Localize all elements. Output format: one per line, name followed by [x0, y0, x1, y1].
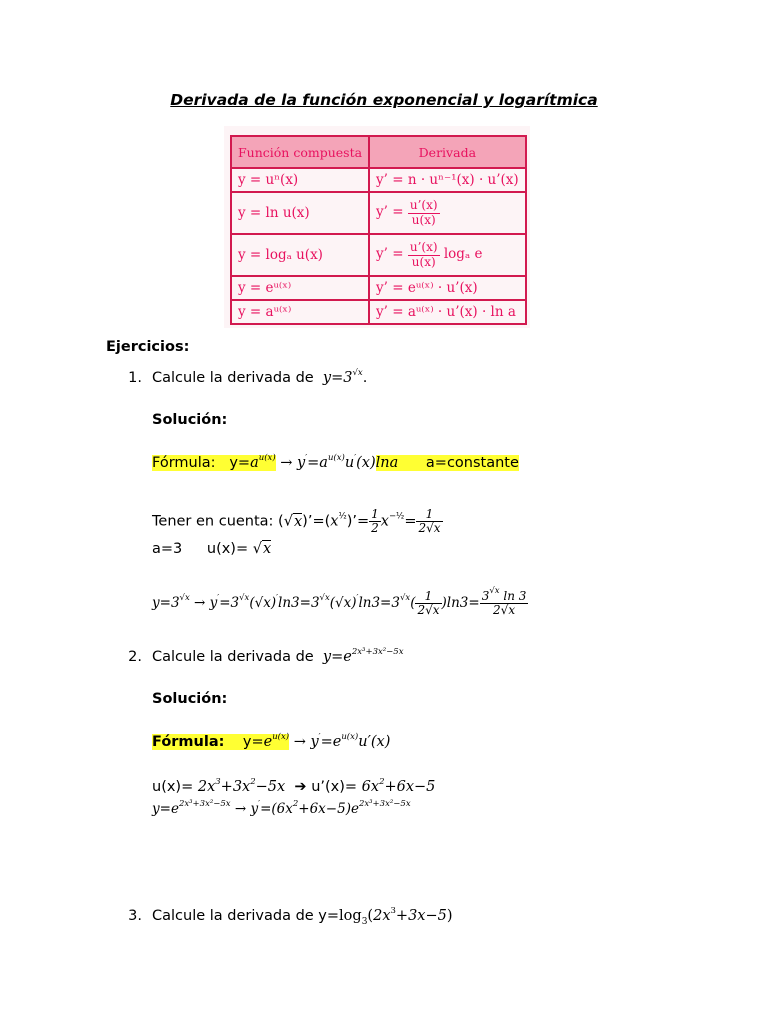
- exercise-2-prompt: [124, 649, 404, 665]
- exercise-text: Calcule la derivada de: [152, 649, 314, 665]
- table-cell-derivative: y’ = n · uⁿ⁻¹(x) · u’(x): [369, 168, 526, 192]
- given-values: a=3 u(x)= √x: [152, 541, 272, 557]
- fraction-denominator: u(x): [411, 212, 436, 227]
- page-title: Derivada de la función exponencial y logarítmica: [170, 91, 598, 109]
- derivative-suffix: logₐ e: [443, 246, 483, 263]
- table-cell-derivative: y’ = eᵘ⁽ˣ⁾ · u’(x): [369, 276, 526, 300]
- exercise-1-prompt: 1. Calcule la derivada de $y=3^{√x}$.: [124, 370, 367, 386]
- table-cell-derivative: [369, 192, 526, 234]
- table-row: [231, 276, 526, 300]
- fraction-numerator: u’(x): [409, 198, 438, 213]
- table-header-function: Función compuesta: [231, 136, 369, 168]
- formula-line-2: Fórmula: $y=e^{u(x)} \to y'=e^{u(x)}u'(x)$: [152, 732, 391, 750]
- table-cell-function: y = ln u(x): [231, 192, 369, 234]
- hint-line: Tener en cuenta: $(√x)’=(x^{\frac{1}{2}})’=$ $\frac{1}{2}$ $x^{-\frac{1}{2}}=$ $\frac{1}{2√x}$: [152, 507, 441, 536]
- exercise-1-derivation: $y=3^{√x} \to y'=3^{√x}(√x)'\ln 3=3^{√x}(√x)'\ln 3=3^{√x}$( $\frac{1}{2√x}$ )ln3= $\frac{3^{√x} \ln 3}{2√x}$: [152, 586, 527, 618]
- table-cell-function: y = eᵘ⁽ˣ⁾: [231, 276, 369, 300]
- solution-label: Solución:: [152, 412, 228, 428]
- exercise-1-expression: $y=3^{√x}$: [318, 368, 363, 386]
- derivative-prefix: y’ =: [376, 246, 404, 263]
- table-header-derivative: Derivada: [369, 136, 526, 168]
- exercise-3-prompt: [124, 906, 453, 927]
- formula-ln-highlight: lna a=constante: [375, 455, 519, 471]
- exercise-2-expression: $y=e^{2x^3+3x^2-5x}$: [318, 647, 404, 665]
- u-label: u(x)=: [152, 779, 194, 795]
- exercise-number: 1.: [128, 370, 142, 386]
- exercise-text: Calcule la derivada de: [152, 370, 314, 386]
- table-cell-function: y = logₐ u(x): [231, 234, 369, 276]
- formula-label: Fórmula:: [152, 734, 225, 750]
- derivative-table-image: [224, 126, 530, 328]
- derivative-prefix: y’ =: [376, 204, 404, 221]
- du-label: u’(x)=: [311, 779, 358, 795]
- fraction-numerator: u’(x): [409, 240, 438, 255]
- table-row: [231, 168, 526, 192]
- table-cell-function: y = uⁿ(x): [231, 168, 369, 192]
- given-u-label: u(x)=: [206, 541, 249, 557]
- solution-label: Solución:: [152, 691, 228, 707]
- hint-label: Tener en cuenta:: [152, 513, 274, 530]
- exercises-heading: Ejercicios:: [106, 339, 190, 355]
- table-cell-derivative: [369, 234, 526, 276]
- table-row: [231, 300, 526, 324]
- fraction-denominator: u(x): [411, 254, 436, 269]
- exercise-number: 2.: [128, 649, 142, 665]
- derivative-fraction: [408, 241, 440, 268]
- table-cell-function: y = aᵘ⁽ˣ⁾: [231, 300, 369, 324]
- exercise-3-expression: $\log_3(2x^3+3x-5)$: [339, 906, 453, 927]
- formula-highlight: Fórmula: $y=a^{u(x)}$: [152, 453, 276, 471]
- table-header-row: [231, 136, 526, 168]
- formula-note: a=constante: [425, 455, 519, 471]
- exercise-number: 3.: [128, 908, 142, 924]
- derivative-fraction: [408, 199, 440, 226]
- table-cell-derivative: y’ = aᵘ⁽ˣ⁾ · u’(x) · ln a: [369, 300, 526, 324]
- formula-highlight: Fórmula: $y=e^{u(x)}$: [152, 732, 290, 750]
- given-a: a=3: [152, 541, 183, 557]
- table-row: [231, 192, 526, 234]
- formula-label: Fórmula:: [152, 455, 216, 471]
- formula-line-1: Fórmula: $y=a^{u(x)} \to y'=a^{u(x)}u'(x)\ln a$ a=constante: [152, 453, 519, 471]
- table-row: [231, 234, 526, 276]
- exercise-2-derivation: $y=e^{2x^3+3x^2-5x} \to y'=(6x^2+6x-5)e^{2x^3+3x^2-5x}$: [152, 799, 411, 817]
- derivative-table: [230, 135, 527, 325]
- u-definition: $u(x)= 2x^3+3x^2-5x$ ➔ u’(x)= $6x^2+6x-5$: [152, 777, 436, 795]
- exercise-text: Calcule la derivada de y=: [152, 908, 340, 924]
